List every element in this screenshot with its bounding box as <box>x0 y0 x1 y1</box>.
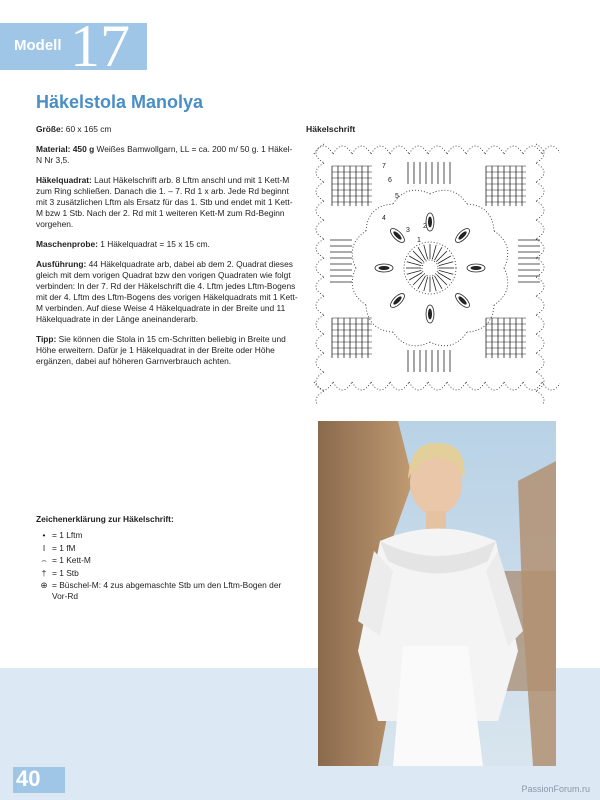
section-quadrat: Häkelquadrat: Laut Häkelschrift arb. 8 Lftm anschl und mit 1 Kett-M zum Ring schließen. Danach die 1. – 7. Rd 1 x arb. Jede Rd beginnt mit 3 zusätzlichen Lftm als Ersatz für das 1. Stb und endet mit 1 Kett-M bzw 1 Stb. Nach der 2. Rd mit 1 weiteren Kett-M zum Rd-Beginn vorgehen. <box>36 175 293 229</box>
stitch-bar <box>439 262 453 266</box>
chain-arc <box>316 220 324 239</box>
chart-title: Häkelschrift <box>306 124 356 134</box>
chain-arc <box>494 231 508 268</box>
stitch-bar <box>432 245 436 259</box>
stitch-bar <box>438 273 451 281</box>
dot-symbol-icon: • <box>42 530 46 540</box>
stitch-bar <box>418 247 426 260</box>
chain-arc <box>316 163 324 182</box>
legend <box>36 514 296 604</box>
chain-arc <box>504 382 523 390</box>
chain-arc <box>316 201 324 220</box>
chain-arc <box>467 305 494 332</box>
stitch-bar <box>413 274 424 285</box>
chain-arc <box>536 296 544 315</box>
chain-arc <box>409 146 428 154</box>
chain-arc <box>316 182 324 201</box>
chain-arc <box>536 239 544 258</box>
chain-arc <box>536 315 544 334</box>
chain-arc <box>542 146 560 154</box>
chain-arc <box>409 382 428 390</box>
legend-item-bueschel: ⊕ = Büschel-M: 4 zus abgemaschte Stb um den Lftm-Bogen der Vor-Rd <box>36 580 296 602</box>
chain-arc <box>466 146 485 154</box>
watermark: PassionForum.ru <box>521 784 590 794</box>
chain-arc <box>316 315 324 334</box>
model-photo <box>318 421 556 766</box>
chain-arc <box>466 382 485 390</box>
chain-arc <box>366 204 393 231</box>
stitch-bar <box>435 247 443 260</box>
chain-arc <box>352 382 371 390</box>
chain-arc <box>536 144 544 163</box>
chain-arc <box>430 190 467 204</box>
round-label: 5 <box>395 193 399 200</box>
crochet-chart <box>300 132 560 404</box>
chain-arc <box>314 382 333 390</box>
stitch-bar <box>424 245 428 259</box>
stitch-bar <box>435 276 443 289</box>
chain-arc <box>393 332 430 346</box>
cluster-core <box>428 217 431 227</box>
chain-arc <box>371 382 390 390</box>
cluster-core <box>458 296 467 305</box>
legend-item-stb: † = 1 Stb <box>36 568 296 579</box>
cluster-symbol-icon: ⊕ <box>40 580 48 590</box>
chain-arc <box>316 353 324 372</box>
chain-arc <box>390 146 409 154</box>
chain-arc <box>333 146 352 154</box>
chain-arc <box>428 146 447 154</box>
chain-arc <box>485 146 504 154</box>
instructions <box>36 124 298 376</box>
chain-arc <box>447 382 466 390</box>
chain-arc <box>371 146 390 154</box>
modell-label: Modell <box>14 37 62 54</box>
cluster-core <box>393 231 402 240</box>
chain-arc <box>485 382 504 390</box>
modell-number: 17 <box>70 13 130 79</box>
arc-symbol-icon: ⌢ <box>41 555 47 565</box>
chain-arc <box>536 372 544 391</box>
round-label: 3 <box>406 227 410 234</box>
chain-arc <box>352 146 371 154</box>
section-material: Material: 450 g Weißes Bamwollgarn, LL = ca. 200 m/ 50 g. 1 Häkel-N Nr 3,5. <box>36 144 293 165</box>
stitch-bar <box>438 256 451 264</box>
round-label: 2 <box>423 223 427 230</box>
section-tipp: Tipp: Sie können die Stola in 15 cm-Schritten beliebig in Breite und Höhe erweitern. Dafür je 1 Häkelquadrat in der Breite oder Höhe ergänzen, dabei auf höheren Garnverbrauch achten. <box>36 334 286 366</box>
round-label: 7 <box>382 163 386 170</box>
section-maschenprobe: Maschenprobe: 1 Häkelquadrat = 15 x 15 cm. <box>36 239 210 249</box>
chain-arc <box>366 305 393 332</box>
cluster-core <box>393 296 402 305</box>
stitch-bar <box>439 270 453 274</box>
bar-symbol-icon: I <box>42 542 46 553</box>
chain-arc <box>504 146 523 154</box>
chain-arc <box>390 382 409 390</box>
chain-arc <box>316 372 324 391</box>
chain-arc <box>352 268 366 305</box>
chain-arc <box>494 268 508 305</box>
chain-arc <box>316 296 324 315</box>
chain-arc <box>430 332 467 346</box>
chain-arc <box>523 382 542 390</box>
cluster-core <box>379 266 389 269</box>
chain-arc <box>316 239 324 258</box>
chain-arc <box>536 163 544 182</box>
stitch-bar <box>424 277 428 291</box>
stitch-bar <box>407 262 421 266</box>
stitch-bar <box>413 251 424 262</box>
section-ausfuehrung: Ausführung: 44 Häkelquadrate arb, dabei ab dem 2. Quadrat dieses gleich mit dem vorigen Quadrat bzw den vorigen Quadraten wie folgt verbinden: In der 7. Rd der Häkelschrift die 4. Lftm jedes Lftm-Bogens mit der 4. Lftm des Lftm-Bogens des vorigen Häkelquadrats mit 1 Kett-M verbinden. Auf diese Weise 4 Häkelquadrate in der Breite und 11 Häkelquadrate in der Länge aneinanderarb. <box>36 259 298 324</box>
chain-arc <box>316 258 324 277</box>
chain-arc <box>536 182 544 201</box>
page-number: 40 <box>16 766 41 791</box>
chain-arc <box>316 391 324 404</box>
chain-arc <box>333 382 352 390</box>
stitch-bar <box>436 251 447 262</box>
chain-arc <box>536 277 544 296</box>
chain-arc <box>523 146 542 154</box>
stitch-bar <box>432 277 436 291</box>
stitch-bar <box>407 270 421 274</box>
legend-item-lftm: • = 1 Lftm <box>36 530 296 541</box>
center-ring <box>422 260 438 276</box>
round-label: 4 <box>382 215 386 222</box>
cluster-core <box>428 309 431 319</box>
page-title: Häkelstola Manolya <box>36 92 204 112</box>
stitch-bar <box>409 256 422 264</box>
chain-arc <box>352 231 366 268</box>
chain-arc <box>316 334 324 353</box>
legend-item-kettm: ⌢ = 1 Kett-M <box>36 555 296 566</box>
chain-arc <box>536 391 544 404</box>
stitch-bar <box>418 276 426 289</box>
stitch-bar <box>436 274 447 285</box>
chain-arc <box>536 201 544 220</box>
legend-title: Zeichenerklärung zur Häkelschrift: <box>36 514 174 524</box>
chain-arc <box>316 277 324 296</box>
chain-arc <box>536 353 544 372</box>
section-groesse: Größe: 60 x 165 cm <box>36 124 112 134</box>
legend-item-fm: I = 1 fM <box>36 543 296 554</box>
stitch-bar <box>409 273 422 281</box>
chain-arc <box>542 382 560 390</box>
chain-arc <box>536 258 544 277</box>
chain-arc <box>447 146 466 154</box>
round-label: 6 <box>388 177 392 184</box>
chain-arc <box>467 204 494 231</box>
chain-arc <box>536 334 544 353</box>
cluster-core <box>458 231 467 240</box>
round-label: 1 <box>417 237 421 244</box>
chain-arc <box>536 220 544 239</box>
dagger-symbol-icon: † <box>41 567 47 578</box>
chain-arc <box>428 382 447 390</box>
cluster-core <box>471 266 481 269</box>
